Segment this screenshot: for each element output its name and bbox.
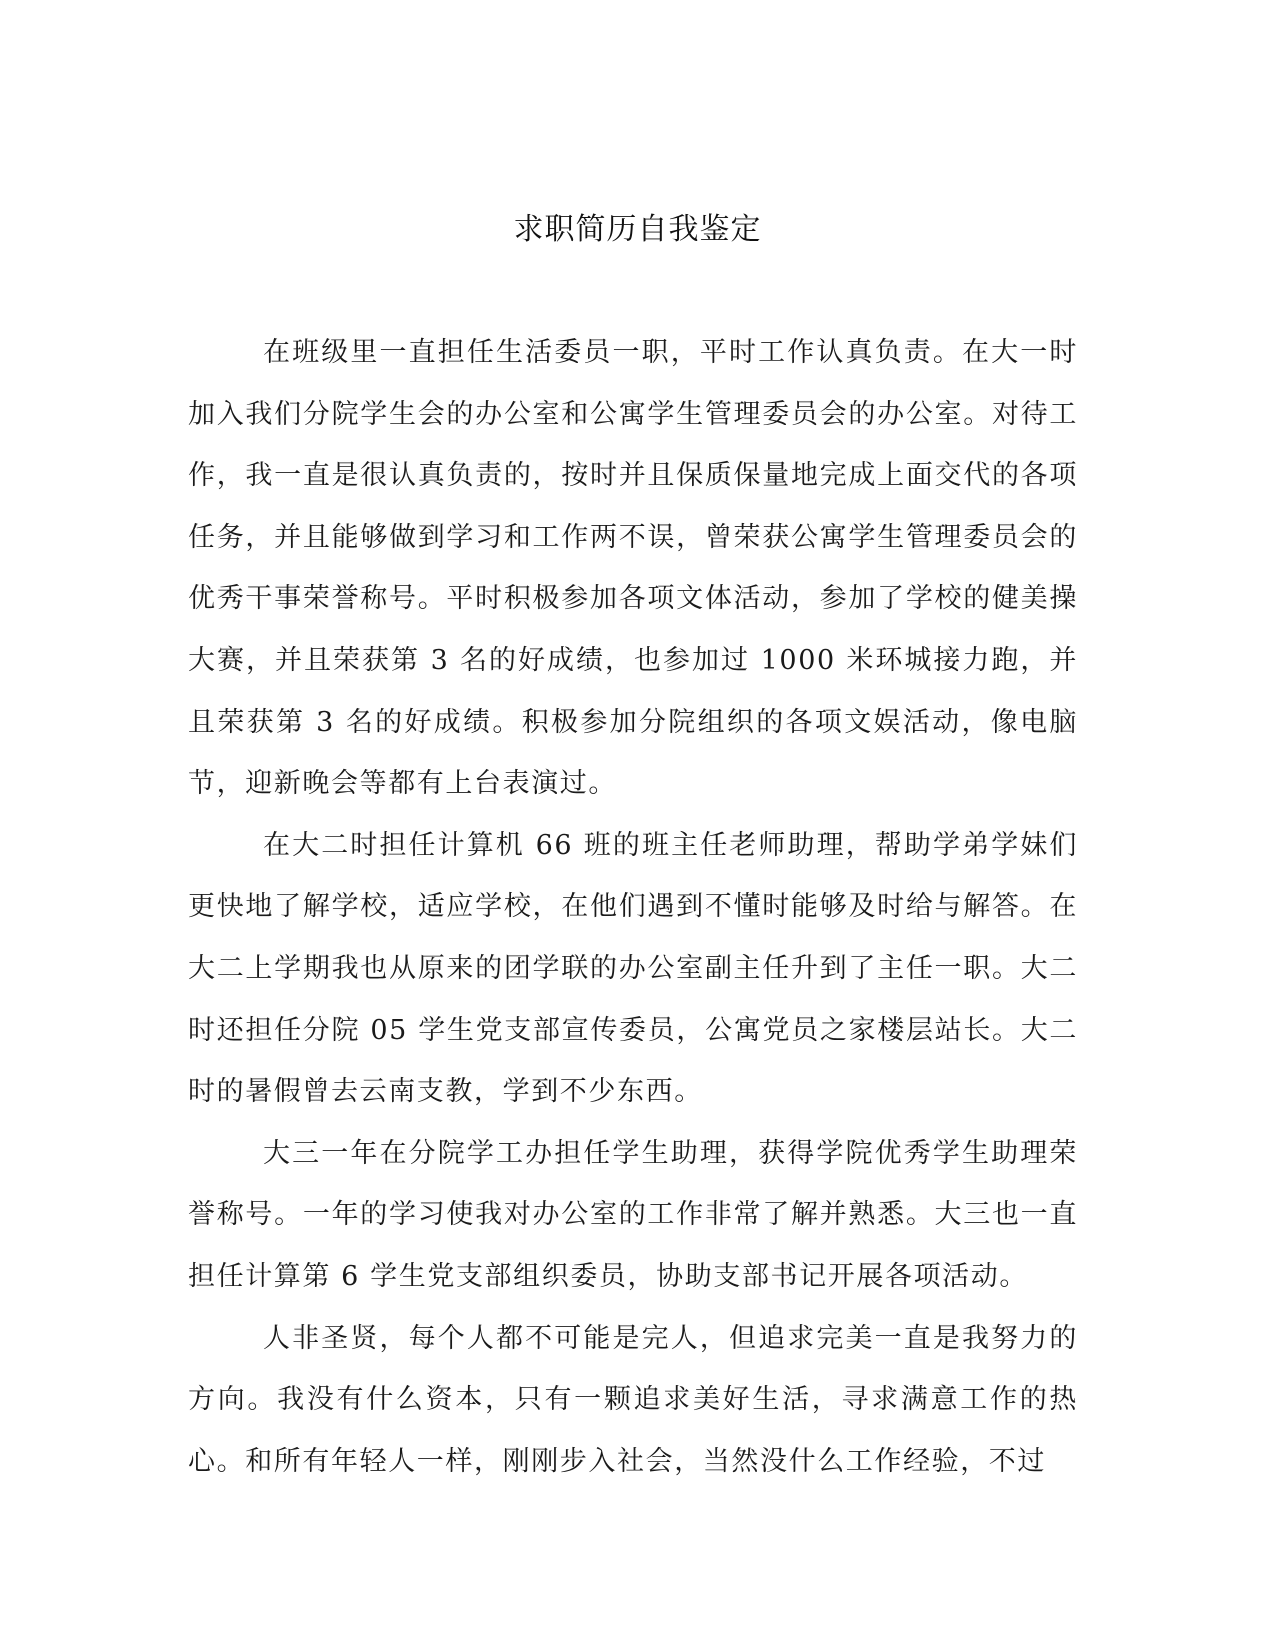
paragraph-self-evaluation: 人非圣贤，每个人都不可能是完人，但追求完美一直是我努力的方向。我没有什么资本，只有一颗追求美好生活，寻求满意工作的热心。和所有年轻人一样，刚刚步入社会，当然没什么工作经验，不过 <box>188 1322 1078 1477</box>
document-body <box>188 322 1078 1492</box>
paragraph-junior-year: 大三一年在分院学工办担任学生助理，获得学院优秀学生助理荣誉称号。一年的学习使我对办公室的工作非常了解并熟悉。大三也一直担任计算第 6 学生党支部组织委员，协助支部书记开展各项活动。 <box>188 1137 1078 1292</box>
paragraph-sophomore-year: 在大二时担任计算机 66 班的班主任老师助理，帮助学弟学妹们更快地了解学校，适应学校，在他们遇到不懂时能够及时给与解答。在大二上学期我也从原来的团学联的办公室副主任升到了主任一职。大二时还担任分院 05 学生党支部宣传委员，公寓党员之家楼层站长。大二时的暑假曾去云南支教，学到不少东西。 <box>188 829 1078 1108</box>
paragraph-class-committee: 在班级里一直担任生活委员一职，平时工作认真负责。在大一时加入我们分院学生会的办公室和公寓学生管理委员会的办公室。对待工作，我一直是很认真负责的，按时并且保质保量地完成上面交代的各项任务，并且能够做到学习和工作两不误，曾荣获公寓学生管理委员会的优秀干事荣誉称号。平时积极参加各项文体活动，参加了学校的健美操大赛，并且荣获第 3 名的好成绩，也参加过 1000 米环城接力跑，并且荣获第 3 名的好成绩。积极参加分院组织的各项文娱活动，像电脑节，迎新晚会等都有上台表演过。 <box>188 337 1078 800</box>
document-title: 求职简历自我鉴定 <box>513 212 762 247</box>
